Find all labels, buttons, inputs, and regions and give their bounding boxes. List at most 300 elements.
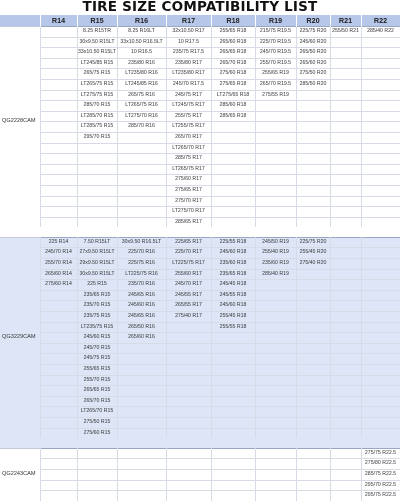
tire-size-cell: 265/70 R19.5 <box>255 79 296 90</box>
tire-size-cell: 275/40 R17 <box>166 312 211 323</box>
tire-size-cell <box>40 491 77 501</box>
tire-size-cell <box>117 143 166 154</box>
column-header-r14: R14 <box>40 15 77 27</box>
tire-size-cell: 275/50 R20 <box>296 69 330 80</box>
tire-size-cell <box>255 354 296 365</box>
compatibility-table <box>0 15 400 501</box>
table-row <box>0 175 400 186</box>
tire-size-cell <box>255 280 296 291</box>
tire-size-cell <box>361 280 400 291</box>
tire-size-cell: 225 R14 <box>40 237 77 248</box>
tire-size-cell: 265/70 R17 <box>166 132 211 143</box>
tire-size-cell: 245/55 R17 <box>166 290 211 301</box>
tire-size-cell: 265/60 R20 <box>296 58 330 69</box>
tire-size-cell <box>117 175 166 186</box>
tire-size-cell <box>211 428 255 438</box>
tire-size-cell <box>296 132 330 143</box>
tire-size-cell: 225/55 R18 <box>211 237 255 248</box>
tire-size-cell <box>255 417 296 428</box>
tire-size-cell <box>40 217 77 227</box>
tire-size-cell <box>296 386 330 397</box>
tire-size-cell <box>40 79 77 90</box>
table-row <box>0 407 400 418</box>
tire-size-cell <box>77 459 117 470</box>
column-header-r20: R20 <box>296 15 330 27</box>
table-row <box>0 459 400 470</box>
tire-size-cell <box>211 469 255 480</box>
table-row <box>0 354 400 365</box>
tire-size-cell <box>361 428 400 438</box>
tire-size-cell: 265/70 R15 <box>77 396 117 407</box>
tire-size-cell <box>40 480 77 491</box>
tire-size-cell <box>255 132 296 143</box>
tire-size-cell <box>296 354 330 365</box>
tire-size-cell <box>211 185 255 196</box>
tire-size-cell <box>40 69 77 80</box>
tire-size-cell <box>361 132 400 143</box>
table-row <box>0 365 400 376</box>
table-row <box>0 196 400 207</box>
tire-size-cell: 255/75 R17 <box>166 111 211 122</box>
tire-size-cell <box>117 491 166 501</box>
table-row <box>0 58 400 69</box>
table-row <box>0 217 400 227</box>
tire-size-cell: 235/70 R15 <box>77 301 117 312</box>
tire-size-cell <box>255 301 296 312</box>
tire-size-cell <box>330 386 361 397</box>
tire-size-cell <box>361 217 400 227</box>
tire-size-cell <box>211 343 255 354</box>
tire-size-cell: 245/70 R14 <box>40 248 77 259</box>
tire-size-cell <box>40 290 77 301</box>
tire-size-cell <box>361 269 400 280</box>
tire-size-cell <box>255 111 296 122</box>
tire-size-cell: 255/65 R15 <box>77 365 117 376</box>
table-row <box>0 396 400 407</box>
table-row <box>0 154 400 165</box>
tire-size-cell <box>255 312 296 323</box>
tire-size-cell: 285/70 R16 <box>117 122 166 133</box>
tire-size-cell <box>296 469 330 480</box>
tire-size-cell: 265/65 R15 <box>77 386 117 397</box>
column-header-r21: R21 <box>330 15 361 27</box>
column-header-r18: R18 <box>211 15 255 27</box>
tire-size-cell <box>361 312 400 323</box>
tire-size-cell <box>296 217 330 227</box>
tire-size-cell <box>296 428 330 438</box>
tire-size-cell <box>330 248 361 259</box>
table-row <box>0 322 400 333</box>
tire-size-cell <box>361 259 400 270</box>
tire-size-cell: 235/65 R15 <box>77 290 117 301</box>
tire-size-cell <box>330 101 361 112</box>
tire-size-cell <box>330 343 361 354</box>
tire-size-cell <box>117 207 166 218</box>
tire-size-cell <box>361 248 400 259</box>
column-header-r19: R19 <box>255 15 296 27</box>
tire-size-cell <box>330 290 361 301</box>
tire-size-cell: 235/60 R18 <box>211 259 255 270</box>
tire-size-cell: 255/50 R21 <box>330 27 361 38</box>
tire-size-cell <box>361 154 400 165</box>
tire-size-cell: LT235/75 R15 <box>77 322 117 333</box>
tire-size-cell <box>211 164 255 175</box>
tire-size-cell <box>296 407 330 418</box>
tire-size-cell <box>361 301 400 312</box>
tire-size-cell: 245/60 R20 <box>296 37 330 48</box>
tire-size-cell <box>330 58 361 69</box>
tire-size-cell <box>40 27 77 38</box>
table-row <box>0 111 400 122</box>
tire-size-cell <box>211 354 255 365</box>
tire-size-cell <box>361 237 400 248</box>
tire-size-cell: 29x9.50 R15LT <box>77 259 117 270</box>
tire-size-cell: 235/75 R17.5 <box>166 48 211 59</box>
tire-size-cell <box>40 122 77 133</box>
tire-size-cell: 255/55 R18 <box>211 322 255 333</box>
tire-size-cell <box>330 354 361 365</box>
tire-size-cell <box>77 164 117 175</box>
tire-size-cell <box>296 480 330 491</box>
tire-size-cell: 225 R15 <box>77 280 117 291</box>
tire-size-cell <box>330 417 361 428</box>
tire-size-cell <box>330 196 361 207</box>
tire-size-cell: 245/60 R18 <box>211 248 255 259</box>
tire-size-cell <box>296 365 330 376</box>
table-row <box>0 375 400 386</box>
table-row <box>0 79 400 90</box>
tire-size-cell: 265/50 R16 <box>117 322 166 333</box>
tire-size-cell: LT245/75 R17 <box>166 101 211 112</box>
tire-size-cell: 285/70 R15 <box>77 101 117 112</box>
tire-size-cell: 235/80 R16 <box>117 58 166 69</box>
tire-size-cell <box>255 365 296 376</box>
table-row <box>0 386 400 397</box>
tire-size-cell: 8.25 R15TR <box>77 27 117 38</box>
tire-size-cell <box>255 491 296 501</box>
tire-size-cell <box>166 491 211 501</box>
tire-size-cell <box>77 207 117 218</box>
tire-size-cell <box>40 386 77 397</box>
tire-size-cell: 285/60 R18 <box>211 101 255 112</box>
tire-size-cell: 255/45 R18 <box>211 312 255 323</box>
tire-size-cell: 7.50 R15LT <box>77 237 117 248</box>
header-row <box>0 15 400 27</box>
table-row <box>0 143 400 154</box>
tire-size-cell <box>211 407 255 418</box>
tire-size-cell <box>40 365 77 376</box>
tire-size-cell <box>117 407 166 418</box>
tire-size-cell: 275/55 R19 <box>255 90 296 101</box>
tire-size-cell <box>166 417 211 428</box>
tire-size-cell <box>361 196 400 207</box>
tire-size-cell <box>330 312 361 323</box>
tire-size-cell <box>330 111 361 122</box>
tire-size-cell <box>211 375 255 386</box>
column-header-r16: R16 <box>117 15 166 27</box>
tire-size-cell: 275/65 R18 <box>211 79 255 90</box>
model-name-cell: QG2228CAM <box>0 27 40 228</box>
tire-size-cell: 265/70 R18 <box>211 58 255 69</box>
table-row <box>0 48 400 59</box>
tire-size-cell <box>40 469 77 480</box>
page-title: TIRE SIZE COMPATIBILITY LIST <box>0 0 400 15</box>
tire-size-cell <box>117 196 166 207</box>
tire-size-cell <box>255 386 296 397</box>
table-row <box>0 207 400 218</box>
tire-size-cell <box>330 375 361 386</box>
tire-size-cell <box>77 448 117 459</box>
tire-size-cell: 245/55 R18 <box>211 290 255 301</box>
tire-size-cell: 245/70 R17 <box>166 280 211 291</box>
tire-size-cell <box>255 396 296 407</box>
tire-size-cell: LT225/75 R16 <box>117 269 166 280</box>
column-header-r15: R15 <box>77 15 117 27</box>
tire-size-cell <box>211 480 255 491</box>
tire-size-cell <box>40 164 77 175</box>
table-row <box>0 290 400 301</box>
tire-size-cell <box>361 101 400 112</box>
tire-size-cell <box>361 290 400 301</box>
tire-size-cell: 245/50 R19 <box>255 237 296 248</box>
tire-size-cell <box>361 207 400 218</box>
tire-size-cell <box>330 143 361 154</box>
tire-size-cell <box>296 185 330 196</box>
tire-size-cell <box>40 354 77 365</box>
group-separator <box>0 438 400 448</box>
tire-size-cell <box>211 459 255 470</box>
tire-size-cell <box>166 459 211 470</box>
tire-size-cell <box>296 196 330 207</box>
table-body <box>0 27 400 501</box>
tire-size-cell <box>166 333 211 344</box>
tire-size-cell: 295/70 R15 <box>77 132 117 143</box>
tire-size-cell <box>166 354 211 365</box>
tire-size-cell <box>330 459 361 470</box>
tire-size-cell: LT265/70 R17 <box>166 143 211 154</box>
tire-size-cell <box>361 396 400 407</box>
tire-size-cell <box>296 312 330 323</box>
tire-size-cell <box>296 448 330 459</box>
model-name-cell: QG2243CAM <box>0 448 40 500</box>
tire-size-cell: 285/65 R18 <box>211 111 255 122</box>
tire-size-cell <box>296 143 330 154</box>
tire-size-cell <box>296 301 330 312</box>
table-row <box>0 122 400 133</box>
tire-size-cell: 235/70 R16 <box>117 280 166 291</box>
tire-size-cell <box>255 164 296 175</box>
tire-size-cell <box>361 69 400 80</box>
tire-size-cell <box>330 428 361 438</box>
tire-size-cell <box>361 164 400 175</box>
table-row <box>0 280 400 291</box>
table-row <box>0 132 400 143</box>
column-header-model <box>0 15 40 27</box>
tire-size-cell: 255/60 R17 <box>166 269 211 280</box>
tire-size-cell <box>117 343 166 354</box>
tire-size-cell: 265/60 R16 <box>117 333 166 344</box>
tire-size-cell <box>330 333 361 344</box>
group-separator-cell <box>0 227 400 237</box>
tire-size-cell: LT285/70 R15 <box>77 111 117 122</box>
tire-size-cell <box>361 333 400 344</box>
tire-size-cell <box>40 322 77 333</box>
tire-size-cell <box>330 185 361 196</box>
tire-size-cell <box>330 217 361 227</box>
table-row <box>0 469 400 480</box>
tire-size-cell <box>40 58 77 69</box>
tire-size-cell <box>296 164 330 175</box>
tire-size-cell <box>361 90 400 101</box>
tire-size-cell <box>330 37 361 48</box>
tire-size-cell <box>211 207 255 218</box>
tire-size-cell: 10 R16.5 <box>117 48 166 59</box>
tire-size-cell <box>361 122 400 133</box>
tire-size-cell: 30x9.50 R15LT <box>77 269 117 280</box>
tire-size-cell <box>361 175 400 186</box>
tire-size-cell <box>296 122 330 133</box>
tire-size-cell: 285/50 R20 <box>296 79 330 90</box>
tire-size-cell: 265/75 R15 <box>77 69 117 80</box>
tire-size-cell <box>211 143 255 154</box>
tire-size-cell <box>296 111 330 122</box>
tire-size-cell <box>117 448 166 459</box>
tire-size-cell <box>255 375 296 386</box>
tire-size-cell <box>255 154 296 165</box>
table-row <box>0 417 400 428</box>
model-name-cell: QG3229CAM <box>0 237 40 438</box>
tire-size-cell: 265/60 R18 <box>211 37 255 48</box>
tire-size-cell: 215/75 R19.5 <box>255 27 296 38</box>
tire-size-cell <box>166 386 211 397</box>
tire-size-cell: 285/75 R22.5 <box>361 469 400 480</box>
tire-size-cell: 235/65 R18 <box>211 269 255 280</box>
tire-size-cell <box>166 343 211 354</box>
tire-size-cell <box>211 154 255 165</box>
tire-size-cell: LT275/75 R15 <box>77 90 117 101</box>
tire-size-cell <box>296 396 330 407</box>
tire-size-cell: 275/40 R20 <box>296 259 330 270</box>
tire-size-cell <box>77 469 117 480</box>
tire-size-cell <box>255 333 296 344</box>
tire-size-cell: 265/65 R18 <box>211 48 255 59</box>
tire-size-cell <box>361 343 400 354</box>
tire-size-cell <box>330 407 361 418</box>
tire-size-cell: 225/65 R17 <box>166 237 211 248</box>
tire-size-cell <box>361 185 400 196</box>
tire-size-cell <box>40 459 77 470</box>
tire-size-cell <box>77 491 117 501</box>
tire-size-cell: LT265/75 R16 <box>117 101 166 112</box>
tire-size-cell <box>211 122 255 133</box>
tire-size-cell <box>40 111 77 122</box>
tire-size-cell: 225/70 R17 <box>166 248 211 259</box>
tire-size-cell: 255/70 R19.5 <box>255 58 296 69</box>
tire-size-cell <box>255 448 296 459</box>
tire-size-cell: 295/70 R22.5 <box>361 480 400 491</box>
tire-size-cell: 295/75 R22.5 <box>361 491 400 501</box>
tire-size-cell <box>255 196 296 207</box>
tire-size-cell <box>166 469 211 480</box>
tire-size-cell: 265/60 R14 <box>40 269 77 280</box>
tire-size-cell <box>40 196 77 207</box>
group-separator <box>0 227 400 237</box>
tire-size-cell: 255/65 R18 <box>211 27 255 38</box>
tire-size-cell <box>77 217 117 227</box>
tire-size-cell <box>361 354 400 365</box>
tire-size-cell: 245/70 R19.5 <box>255 48 296 59</box>
tire-size-cell <box>40 428 77 438</box>
tire-size-cell <box>166 480 211 491</box>
table-row <box>0 269 400 280</box>
tire-size-cell <box>211 365 255 376</box>
tire-size-cell <box>40 175 77 186</box>
tire-size-cell <box>255 101 296 112</box>
tire-size-cell: LT265/70 R15 <box>77 407 117 418</box>
tire-size-cell: LT235/80 R17 <box>166 69 211 80</box>
tire-size-cell <box>40 301 77 312</box>
tire-size-cell: 30x9.50 R16.5LT <box>117 237 166 248</box>
tire-size-cell <box>296 322 330 333</box>
tire-size-cell: 255/45 R20 <box>296 248 330 259</box>
tire-size-cell <box>330 396 361 407</box>
tire-size-cell <box>40 375 77 386</box>
tire-size-cell <box>117 164 166 175</box>
tire-size-cell: 27x9.50 R15LT <box>77 248 117 259</box>
tire-size-cell: 285/40 R22 <box>361 27 400 38</box>
table-row <box>0 428 400 438</box>
tire-size-cell <box>361 417 400 428</box>
tire-size-cell <box>361 386 400 397</box>
tire-size-cell <box>255 322 296 333</box>
tire-size-cell <box>330 132 361 143</box>
tire-size-cell <box>330 175 361 186</box>
tire-size-cell: 275/70 R17 <box>166 196 211 207</box>
tire-size-cell <box>166 322 211 333</box>
tire-size-cell: 32x10.50 R17 <box>166 27 211 38</box>
tire-size-cell: 255/40 R19 <box>255 248 296 259</box>
tire-size-cell <box>211 448 255 459</box>
tire-size-cell <box>117 428 166 438</box>
tire-size-cell: 245/45 R18 <box>211 280 255 291</box>
tire-size-cell: 245/60 R18 <box>211 301 255 312</box>
tire-size-cell <box>255 143 296 154</box>
tire-size-cell <box>117 459 166 470</box>
tire-size-cell: 265/75 R16 <box>117 90 166 101</box>
tire-size-cell: 225/70 R19.5 <box>255 37 296 48</box>
tire-size-cell: 275/65 R17 <box>166 185 211 196</box>
tire-size-cell: 255/70 R15 <box>77 375 117 386</box>
tire-size-cell: 245/65 R16 <box>117 290 166 301</box>
tire-size-cell: 33x10.50 R15LT <box>77 48 117 59</box>
tire-size-cell <box>77 196 117 207</box>
tire-size-cell <box>117 386 166 397</box>
tire-size-cell <box>296 207 330 218</box>
tire-size-cell <box>77 154 117 165</box>
tire-size-cell <box>330 491 361 501</box>
tire-size-cell: 33x10.50 R16.5LT <box>117 37 166 48</box>
tire-size-cell: LT265/75 R17 <box>166 164 211 175</box>
tire-size-cell <box>117 217 166 227</box>
column-header-r22: R22 <box>361 15 400 27</box>
table-row <box>0 259 400 270</box>
tire-size-cell <box>296 417 330 428</box>
tire-size-cell <box>330 207 361 218</box>
tire-size-cell <box>40 154 77 165</box>
tire-size-cell <box>361 48 400 59</box>
tire-size-cell <box>211 386 255 397</box>
tire-size-cell: 225/70 R16 <box>117 248 166 259</box>
